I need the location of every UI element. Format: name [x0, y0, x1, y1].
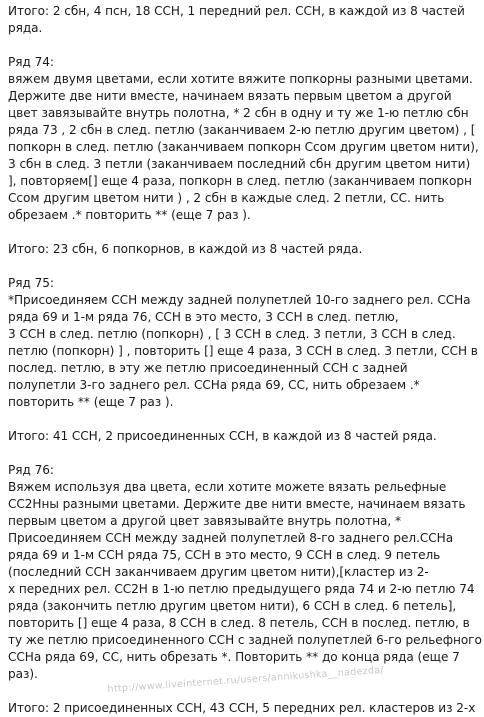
paragraph-gap — [8, 224, 478, 241]
text-line: ряда 73 , 2 сбн в след. петлю (заканчиваем 2-ю петлю другим цветом) , [ — [8, 123, 476, 137]
row-75-section — [8, 275, 478, 411]
text-line: Вяжем используя два цвета, если хотите можете вязать рельефные — [8, 480, 447, 494]
text-line: 3 ССН в след. петлю (попкорн) , [ 3 ССН в след. 3 петли, 3 ССН в след. — [8, 327, 456, 341]
text-line: х передних рел. СС2Н в 1-ю петлю предыдущего ряда 74 и 2-ю петлю 74 — [8, 582, 475, 596]
row-74-heading: Ряд 74: — [8, 55, 54, 69]
row-76-heading: Ряд 76: — [8, 463, 54, 477]
source-watermark: http://www.liveinternet.ru/users/annikushka__nadezda/ — [107, 664, 385, 695]
text-line: ], повторяем[] еще 4 раза, попкорн в след. петлю (заканчиваем попкорн — [8, 174, 472, 188]
text-line: *Присоединяем ССН между задней полупетлей 10-го заднего рел. ССНа — [8, 293, 471, 307]
text-line: ряда 69 и 1-м ССН ряда 75, ССН в это место, 9 ССН в след. 9 петель — [8, 548, 441, 562]
document-page — [8, 3, 482, 717]
text-line: вяжем двумя цветами, если хотите вяжите попкорны разными цветами. — [8, 72, 473, 86]
paragraph-gap — [8, 445, 478, 462]
text-line: Держите две нити вместе, начинаем вязать первым цветом а другой — [8, 89, 452, 103]
paragraph-gap — [8, 411, 478, 428]
text-line: послед. петлю, в эту же петлю присоединенный ССН с задней — [8, 361, 408, 375]
text-line: Присоединяем ССН между задней полупетлей 8-го заднего рел.ССНа — [8, 531, 454, 545]
row-76-total — [8, 700, 478, 717]
paragraph-gap — [8, 37, 478, 54]
paragraph-gap — [8, 258, 478, 275]
text-line: ряда (закончить петлю другим цветом нити), 6 ССН в след. 6 петель], — [8, 599, 457, 613]
row-75-total — [8, 428, 478, 445]
row-74-section — [8, 54, 478, 224]
text-line: повторить [] еще 4 раза, 8 ССН в след. 8 петель, ССН в послед. петлю, в — [8, 616, 470, 630]
text-line: СС2Нны разными цветами. Держите две нити вместе, начинаем вязать — [8, 497, 466, 511]
text-line: ССНа ряда 69, СС, нить обрезать *. Повторить ** до конца ряда (еще 7 — [8, 650, 460, 664]
text-line: ряда 69 и 1-м ряда 76, ССН в это место, 3 ССН в след. петлю, — [8, 310, 399, 324]
row-74-total — [8, 241, 478, 258]
text-line: обрезаем .* повторить ** (еще 7 раз ). — [8, 208, 251, 222]
text-line: ряда. — [8, 21, 43, 35]
text-line: раз). — [8, 667, 38, 681]
text-line: петлю (попкорн) ] , повторить [] еще 4 раза, 3 ССН в след. 3 петли, ССН в — [8, 344, 478, 358]
text-line: ту же петлю присоединенного ССН с задней полупетлей 6-го рельефного — [8, 633, 482, 647]
text-line: повторить ** (еще 7 раз ). — [8, 395, 174, 409]
text-line: полупетли 3-го заднего рел. ССНа ряда 69, СС, нить обрезаем .* — [8, 378, 420, 392]
text-line: Ссом другим цветом нити ) , 2 сбн в каждые след. 2 петли, СС. нить — [8, 191, 445, 205]
text-line: (последний ССН заканчиваем другим цветом нити),[кластер из 2- — [8, 565, 429, 579]
text-line: первым цветом а другой цвет завязывайте внутрь полотна, * — [8, 514, 401, 528]
row-76-section — [8, 462, 482, 683]
total-line: Итого: 23 сбн, 6 попкорнов, в каждой из 8 частей ряда. — [8, 242, 363, 256]
row-75-heading: Ряд 75: — [8, 276, 54, 290]
text-line: попкорн в след. петлю (заканчиваем попкорн Ссом другим цветом нити), — [8, 140, 479, 154]
total-line: Итого: 41 ССН, 2 присоединенных ССН, в каждой из 8 частей ряда. — [8, 429, 437, 443]
intro-paragraph — [8, 3, 478, 37]
text-line: цвет завязывайте внутрь полотна, * 2 сбн в одну и ту же 1-ю петлю сбн — [8, 106, 469, 120]
text-line: 3 сбн в след. 3 петли (заканчиваем последний сбн другим цветом нити) — [8, 157, 471, 171]
text-line: Итого: 2 сбн, 4 псн, 18 ССН, 1 передний рел. ССН, в каждой из 8 частей — [8, 4, 465, 18]
total-line: Итого: 2 присоединенных ССН, 43 ССН, 5 передних рел. кластеров из 2-х — [8, 701, 476, 715]
